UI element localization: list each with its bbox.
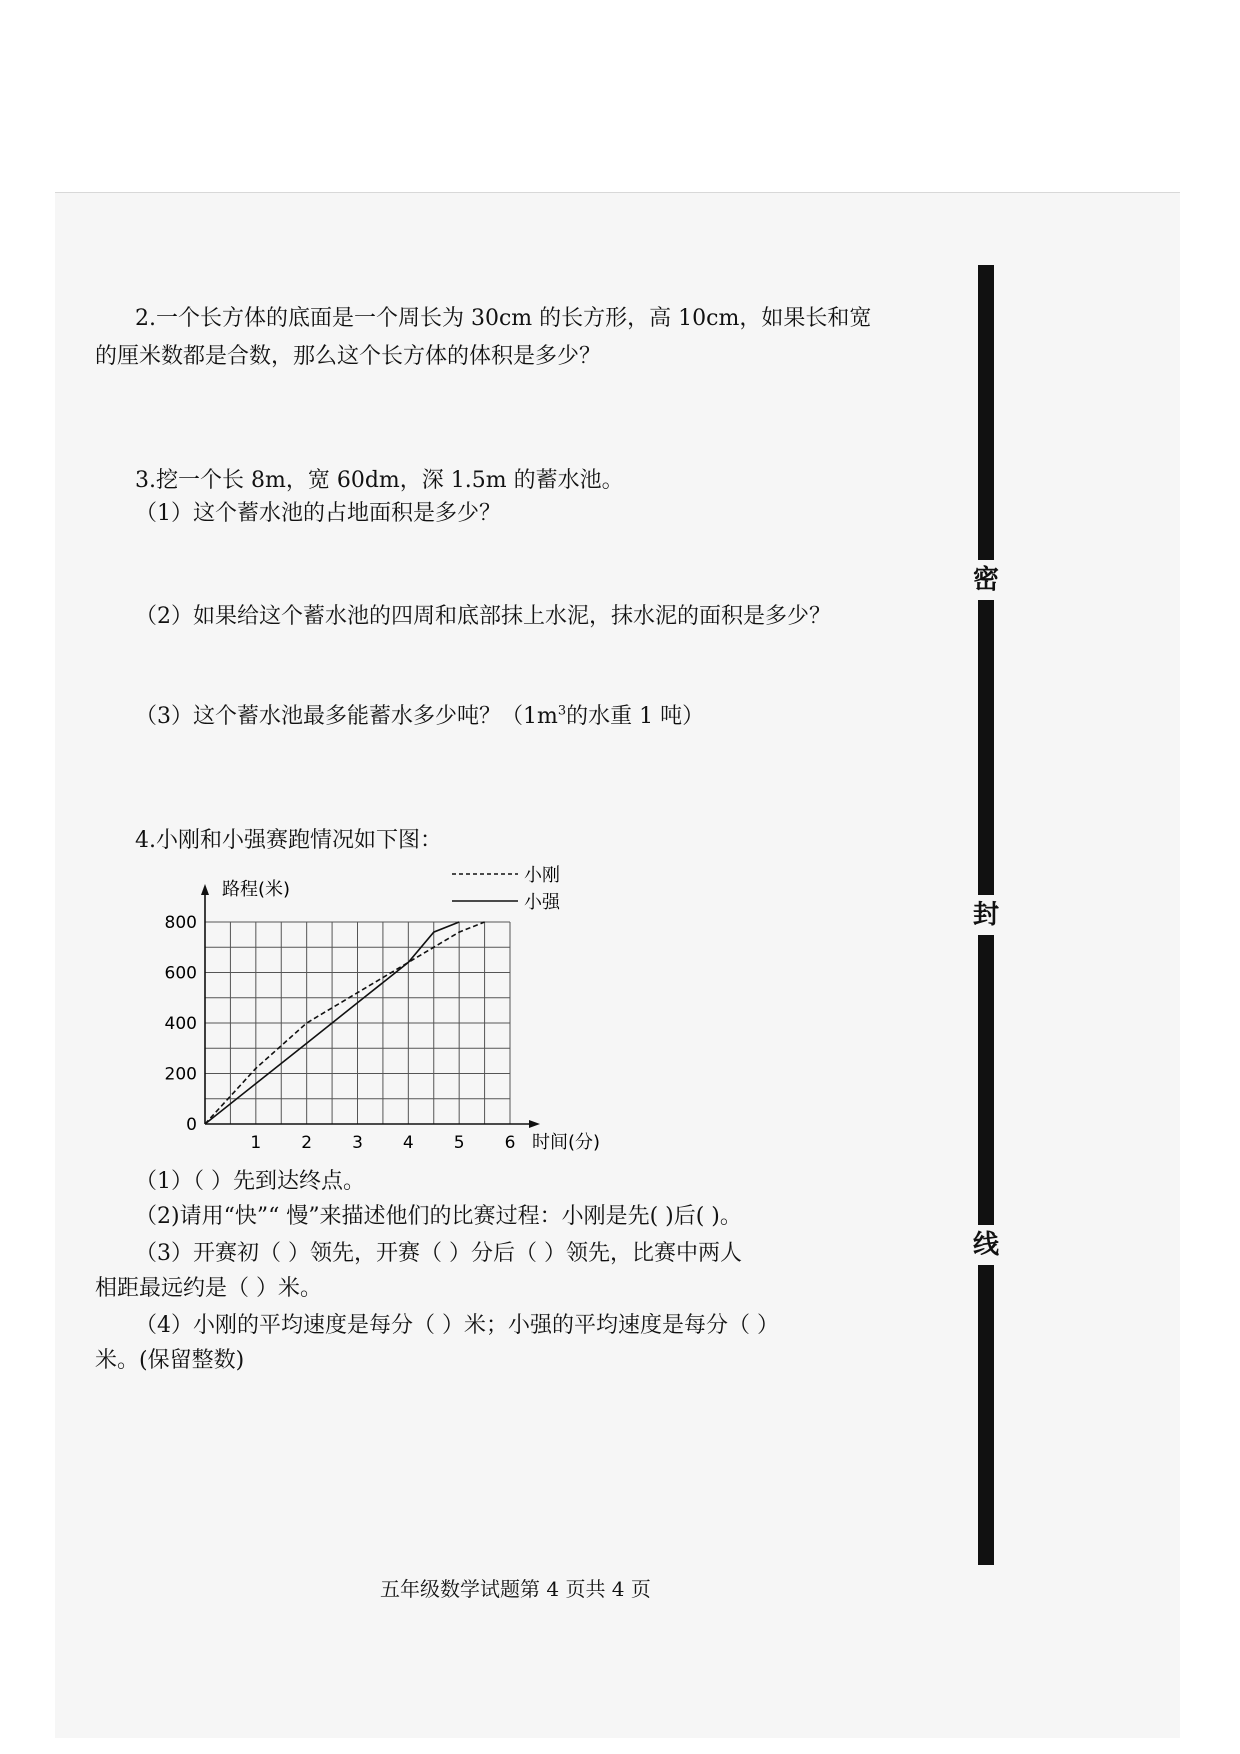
- question-3-sub-3: [135, 698, 704, 736]
- question-3-sub-2: （2）如果给这个蓄水池的四周和底部抹上水泥，抹水泥的面积是多少？: [135, 604, 831, 629]
- chart-axes: [201, 884, 540, 1128]
- y-axis-label: 路程(米): [222, 879, 291, 900]
- page-footer: 五年级数学试题第 4 页共 4 页: [380, 1577, 651, 1601]
- x-axis-label: 时间(分): [532, 1132, 601, 1153]
- legend-label: 小刚: [524, 865, 560, 886]
- chart-legend: [452, 865, 561, 913]
- question-4-sub-3-line-1: （3）开赛初（ ）领先，开赛（ ）分后（ ）领先，比赛中两人: [135, 1241, 742, 1266]
- question-4-sub-4-line-1: （4）小刚的平均速度是每分（ ）米；小强的平均速度是每分（ ）: [135, 1313, 779, 1338]
- question-2-line-1: 2.一个长方体的底面是一个周长为 30cm 的长方形，高 10cm，如果长和宽: [135, 306, 872, 331]
- question-2: [95, 300, 872, 376]
- question-3-sub-3-text: （3）这个蓄水池最多能蓄水多少吨？（1m: [135, 704, 558, 729]
- question-4-sub-2: （2)请用“快”“ 慢”来描述他们的比赛过程：小刚是先( )后( )。: [135, 1204, 742, 1229]
- seal-char-mi: 密: [968, 560, 1004, 600]
- legend-label: 小强: [524, 892, 560, 913]
- y-tick-label: 600: [164, 963, 197, 984]
- y-axis-arrow: [201, 884, 209, 895]
- seal-char-xian: 线: [968, 1225, 1004, 1265]
- question-4-sub-1: （1）（ ）先到达终点。: [135, 1169, 365, 1194]
- x-tick-label: 5: [453, 1133, 465, 1153]
- cube-exponent: 3: [557, 703, 567, 719]
- x-tick-label: 3: [352, 1133, 363, 1153]
- question-3-stem: 3.挖一个长 8m，宽 60dm，深 1.5m 的蓄水池。: [135, 468, 624, 493]
- chart-grid: [205, 922, 510, 1124]
- y-tick-label: 0: [186, 1115, 197, 1135]
- race-chart: [140, 862, 620, 1187]
- y-tick-label: 200: [164, 1064, 197, 1085]
- question-2-line-2: 的厘米数都是合数，那么这个长方体的体积是多少？: [95, 344, 602, 369]
- x-axis-arrow: [529, 1120, 540, 1128]
- x-tick-label: 4: [402, 1133, 414, 1153]
- seal-char-feng: 封: [968, 895, 1004, 935]
- x-tick-label: 2: [301, 1133, 313, 1153]
- question-4-sub-3-line-2: 相距最远约是（ ）米。: [95, 1276, 322, 1301]
- y-tick-label: 400: [164, 1014, 197, 1034]
- x-tick-label: 1: [250, 1133, 262, 1153]
- chart-ticks: [165, 913, 516, 1153]
- question-4-sub-4-line-2: 米。(保留整数): [95, 1348, 245, 1373]
- question-3-sub-3-tail: 的水重 1 吨）: [566, 704, 705, 729]
- x-tick-label: 6: [504, 1133, 516, 1153]
- question-3-sub-1: （1）这个蓄水池的占地面积是多少？: [135, 501, 501, 526]
- y-tick-label: 800: [164, 913, 197, 933]
- question-4-stem: 4.小刚和小强赛跑情况如下图：: [135, 828, 442, 853]
